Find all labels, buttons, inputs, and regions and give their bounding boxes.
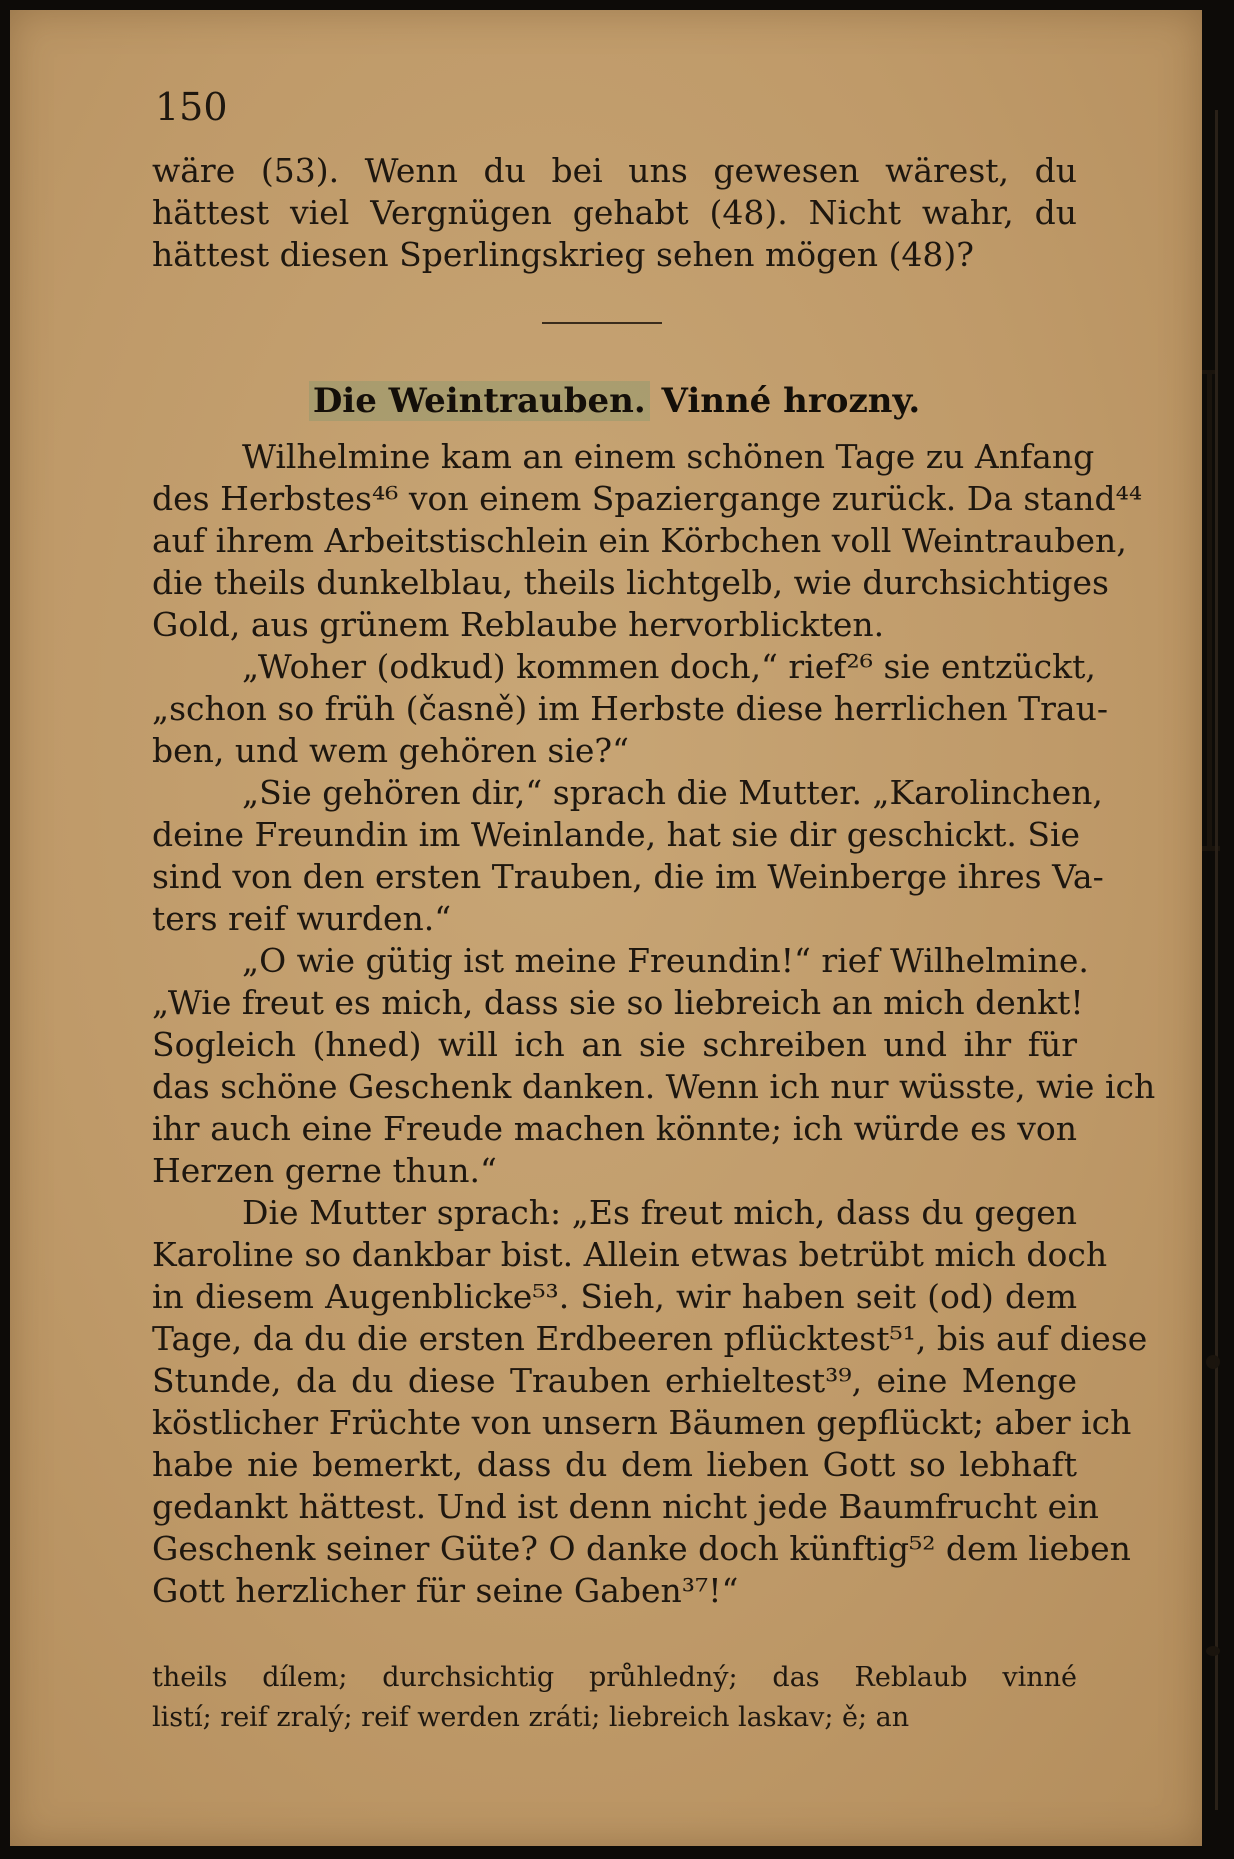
text-line: hättest viel Vergnügen gehabt (48). Nicht wahr, du <box>152 193 1077 232</box>
page-number: 150 <box>155 85 228 129</box>
heading-german: Die Weintrauben. <box>309 381 650 421</box>
vocabulary-footnotes <box>152 1658 1077 1738</box>
text-line: köstlicher Früchte von unsern Bäumen gepflückt; aber ich <box>152 1403 1132 1442</box>
text-line: sind von den ersten Trauben, die im Weinberge ihres Va- <box>152 857 1104 896</box>
text-line: Herzen gerne thun.“ <box>152 1151 497 1190</box>
margin-spot <box>1206 1646 1220 1656</box>
text-line: des Herbstes⁴⁶ von einem Spaziergange zurück. Da stand⁴⁴ <box>152 479 1143 518</box>
top-paragraph <box>152 150 1077 276</box>
margin-spot <box>1206 1355 1220 1369</box>
footnote-line: listí; reif zralý; reif werden zráti; liebreich laskav; ě; an <box>152 1702 910 1733</box>
text-line: ters reif wurden.“ <box>152 899 452 938</box>
text-line: Tage, da du die ersten Erdbeeren pflücktest⁵¹, bis auf diese <box>152 1319 1148 1358</box>
footnote-line: theils dílem; durchsichtig průhledný; das Reblaub vinné <box>152 1662 1077 1693</box>
text-line: in diesem Augenblicke⁵³. Sieh, wir haben seit (od) dem <box>152 1277 1077 1316</box>
text-line: „O wie gütig ist meine Freundin!“ rief Wilhelmine. <box>242 941 1089 980</box>
text-line: „schon so früh (časně) im Herbste diese herrlichen Trau- <box>152 689 1109 728</box>
margin-mark <box>1215 110 1218 1810</box>
text-line: Sogleich (hned) will ich an sie schreiben und ihr für <box>152 1025 1077 1064</box>
text-line: „Wie freut es mich, dass sie so liebreich an mich denkt! <box>152 983 1084 1022</box>
text-line: „Woher (odkud) kommen doch,“ rief²⁶ sie entzückt, <box>242 647 1096 686</box>
text-line: Geschenk seiner Güte? O danke doch künftig⁵² dem lieben <box>152 1529 1131 1568</box>
text-line: ben, und wem gehören sie?“ <box>152 731 629 770</box>
text-line: gedankt hättest. Und ist denn nicht jede Baumfrucht ein <box>152 1487 1099 1526</box>
text-line: die theils dunkelblau, theils lichtgelb, wie durchsichtiges <box>152 563 1109 602</box>
text-line: ihr auch eine Freude machen könnte; ich würde es von <box>152 1109 1077 1148</box>
text-line: hättest diesen Sperlingskrieg sehen mögen (48)? <box>152 235 974 274</box>
text-line: deine Freundin im Weinlande, hat sie dir geschickt. Sie <box>152 815 1081 854</box>
text-line: Gott herzlicher für seine Gaben³⁷!“ <box>152 1571 739 1610</box>
section-divider <box>542 322 662 324</box>
text-line: Karoline so dankbar bist. Allein etwas betrübt mich doch <box>152 1235 1108 1274</box>
text-line: Die Mutter sprach: „Es freut mich, dass du gegen <box>242 1193 1077 1232</box>
story-body <box>152 436 1156 1612</box>
text-line: das schöne Geschenk danken. Wenn ich nur wüsste, wie ich <box>152 1067 1156 1106</box>
book-page <box>10 10 1202 1846</box>
text-line: Stunde, da du diese Trauben erhieltest³⁹, eine Menge <box>152 1361 1077 1400</box>
section-heading <box>152 378 1077 424</box>
heading-czech: Vinné hrozny. <box>661 381 921 421</box>
text-line: wäre (53). Wenn du bei uns gewesen wärest, du <box>152 151 1077 190</box>
text-line: Gold, aus grünem Reblaube hervorblickten. <box>152 605 885 644</box>
margin-mark <box>1207 370 1212 850</box>
text-line: Wilhelmine kam an einem schönen Tage zu Anfang <box>242 437 1095 476</box>
text-line: auf ihrem Arbeitstischlein ein Körbchen voll Weintrauben, <box>152 521 1127 560</box>
text-line: „Sie gehören dir,“ sprach die Mutter. „Karolinchen, <box>242 773 1103 812</box>
text-line: habe nie bemerkt, dass du dem lieben Gott so lebhaft <box>152 1445 1077 1484</box>
